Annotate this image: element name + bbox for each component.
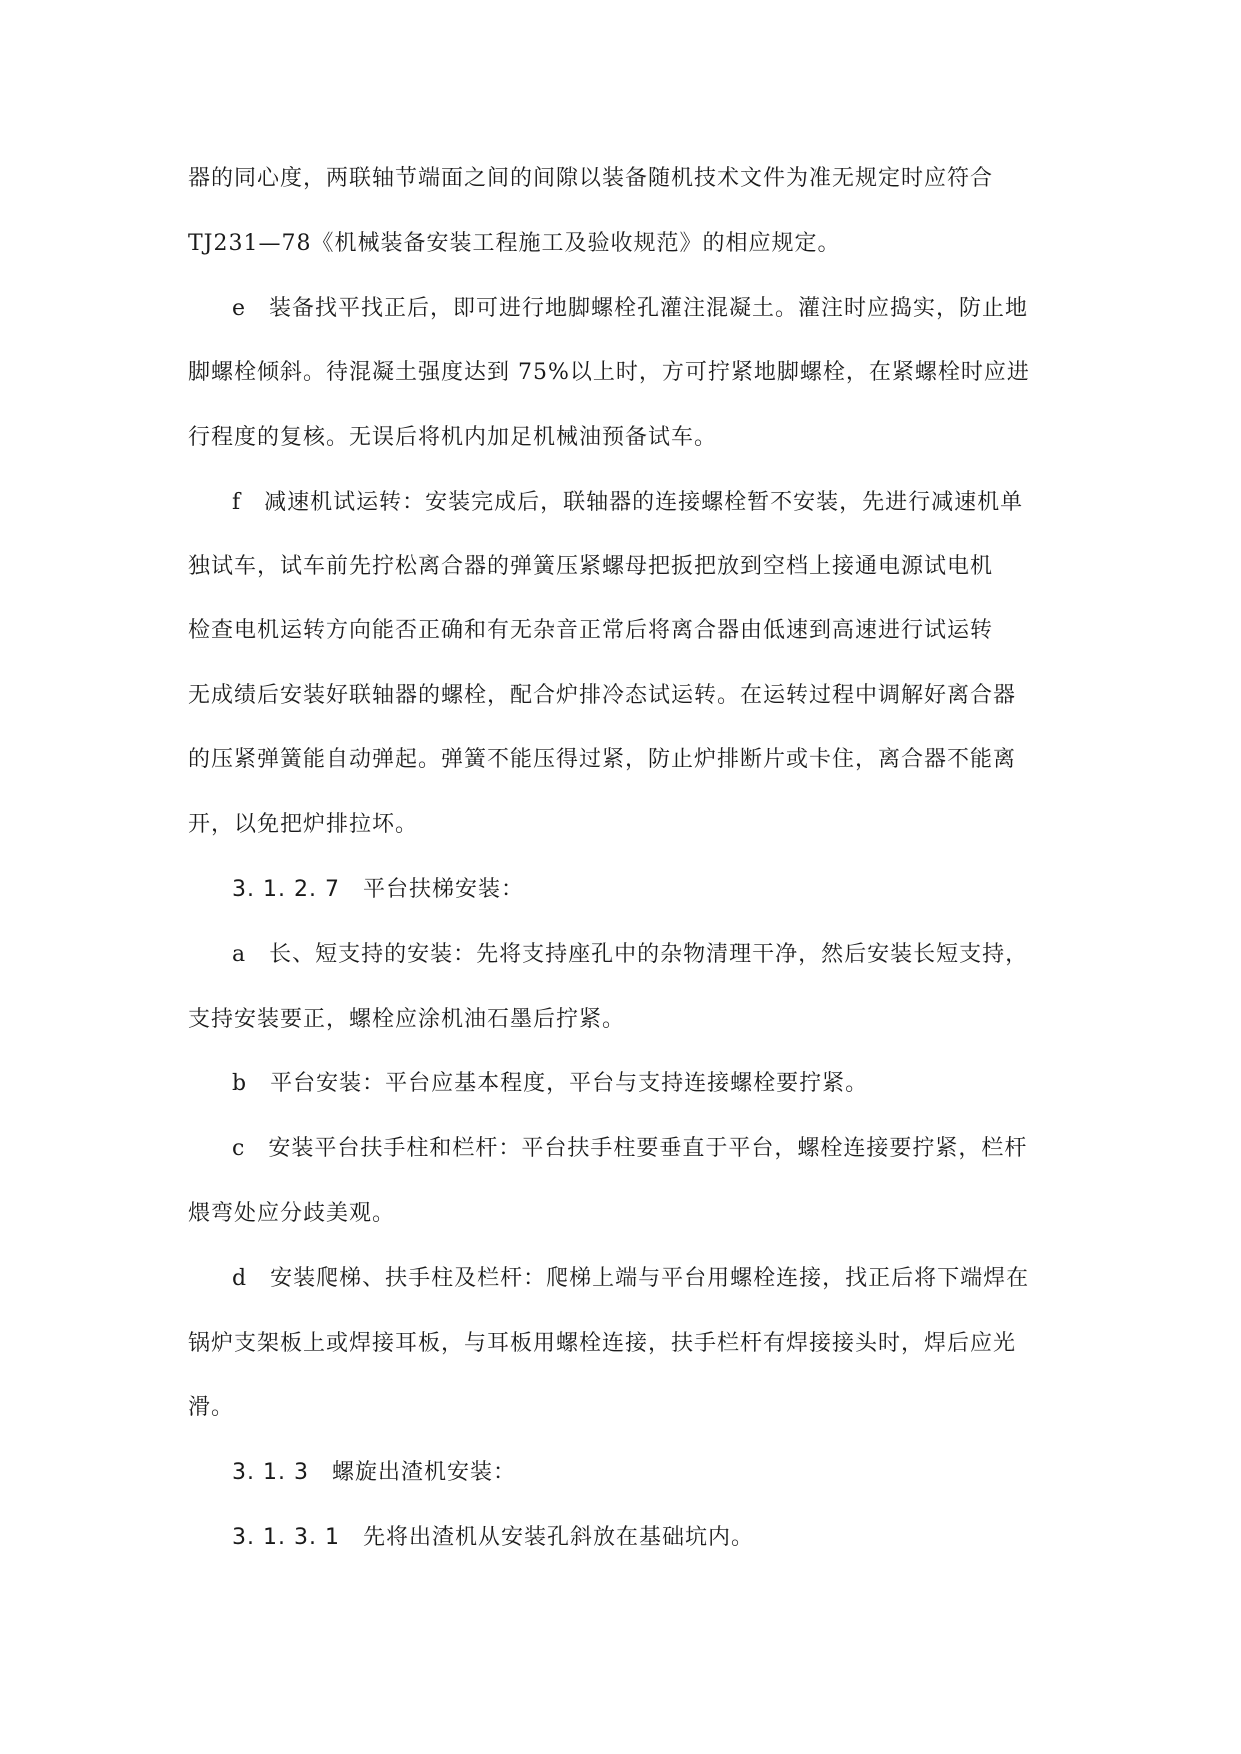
paragraph-a-line: a 长、短支持的安装：先将支持座孔中的杂物清理干净，然后安装长短支持，: [232, 942, 1029, 967]
section-heading-3-1-3-1: 3. 1. 3. 1 先将出渣机从安装孔斜放在基础坑内。: [232, 1525, 754, 1550]
section-heading-3-1-3: 3. 1. 3 螺旋出渣机安装：: [232, 1460, 516, 1485]
text-line: 支持安装要正，螺栓应涂机油石墨后拧紧。: [188, 1007, 626, 1032]
section-heading-3-1-2-7: 3. 1. 2. 7 平台扶梯安装：: [232, 877, 524, 902]
paragraph-e-line: e 装备找平找正后，即可进行地脚螺栓孔灌注混凝土。灌注时应捣实，防止地: [232, 296, 1029, 321]
text-line: 锅炉支架板上或焊接耳板，与耳板用螺栓连接，扶手栏杆有焊接接头时，焊后应光: [188, 1331, 1017, 1356]
text-line: TJ231—78《机械装备安装工程施工及验收规范》的相应规定。: [188, 231, 841, 256]
text-line: 行程度的复核。无误后将机内加足机械油预备试车。: [188, 425, 718, 450]
text-line: 开，以免把炉排拉坏。: [188, 812, 419, 837]
text-line: 煨弯处应分歧美观。: [188, 1201, 396, 1226]
text-line: 独试车，试车前先拧松离合器的弹簧压紧螺母把扳把放到空档上接通电源试电机: [188, 554, 994, 579]
paragraph-c-line: c 安装平台扶手柱和栏杆：平台扶手柱要垂直于平台，螺栓连接要拧紧，栏杆: [232, 1136, 1028, 1161]
paragraph-b-line: b 平台安装：平台应基本程度，平台与支持连接螺栓要拧紧。: [232, 1071, 869, 1096]
paragraph-f-line: f 减速机试运转：安装完成后，联轴器的连接螺栓暂不安装，先进行减速机单: [232, 490, 1024, 515]
text-line: 滑。: [188, 1395, 235, 1420]
paragraph-d-line: d 安装爬梯、扶手柱及栏杆：爬梯上端与平台用螺栓连接，找正后将下端焊在: [232, 1266, 1030, 1291]
text-line: 器的同心度，两联轴节端面之间的间隙以装备随机技术文件为准无规定时应符合: [188, 166, 994, 191]
text-line: 的压紧弹簧能自动弹起。弹簧不能压得过紧，防止炉排断片或卡住，离合器不能离: [188, 747, 1017, 772]
text-line: 检查电机运转方向能否正确和有无杂音正常后将离合器由低速到高速进行试运转: [188, 618, 994, 643]
text-line: 无成绩后安装好联轴器的螺栓，配合炉排冷态试运转。在运转过程中调解好离合器: [188, 683, 1017, 708]
text-line: 脚螺栓倾斜。待混凝土强度达到 75%以上时，方可拧紧地脚螺栓，在紧螺栓时应进: [188, 360, 1030, 385]
